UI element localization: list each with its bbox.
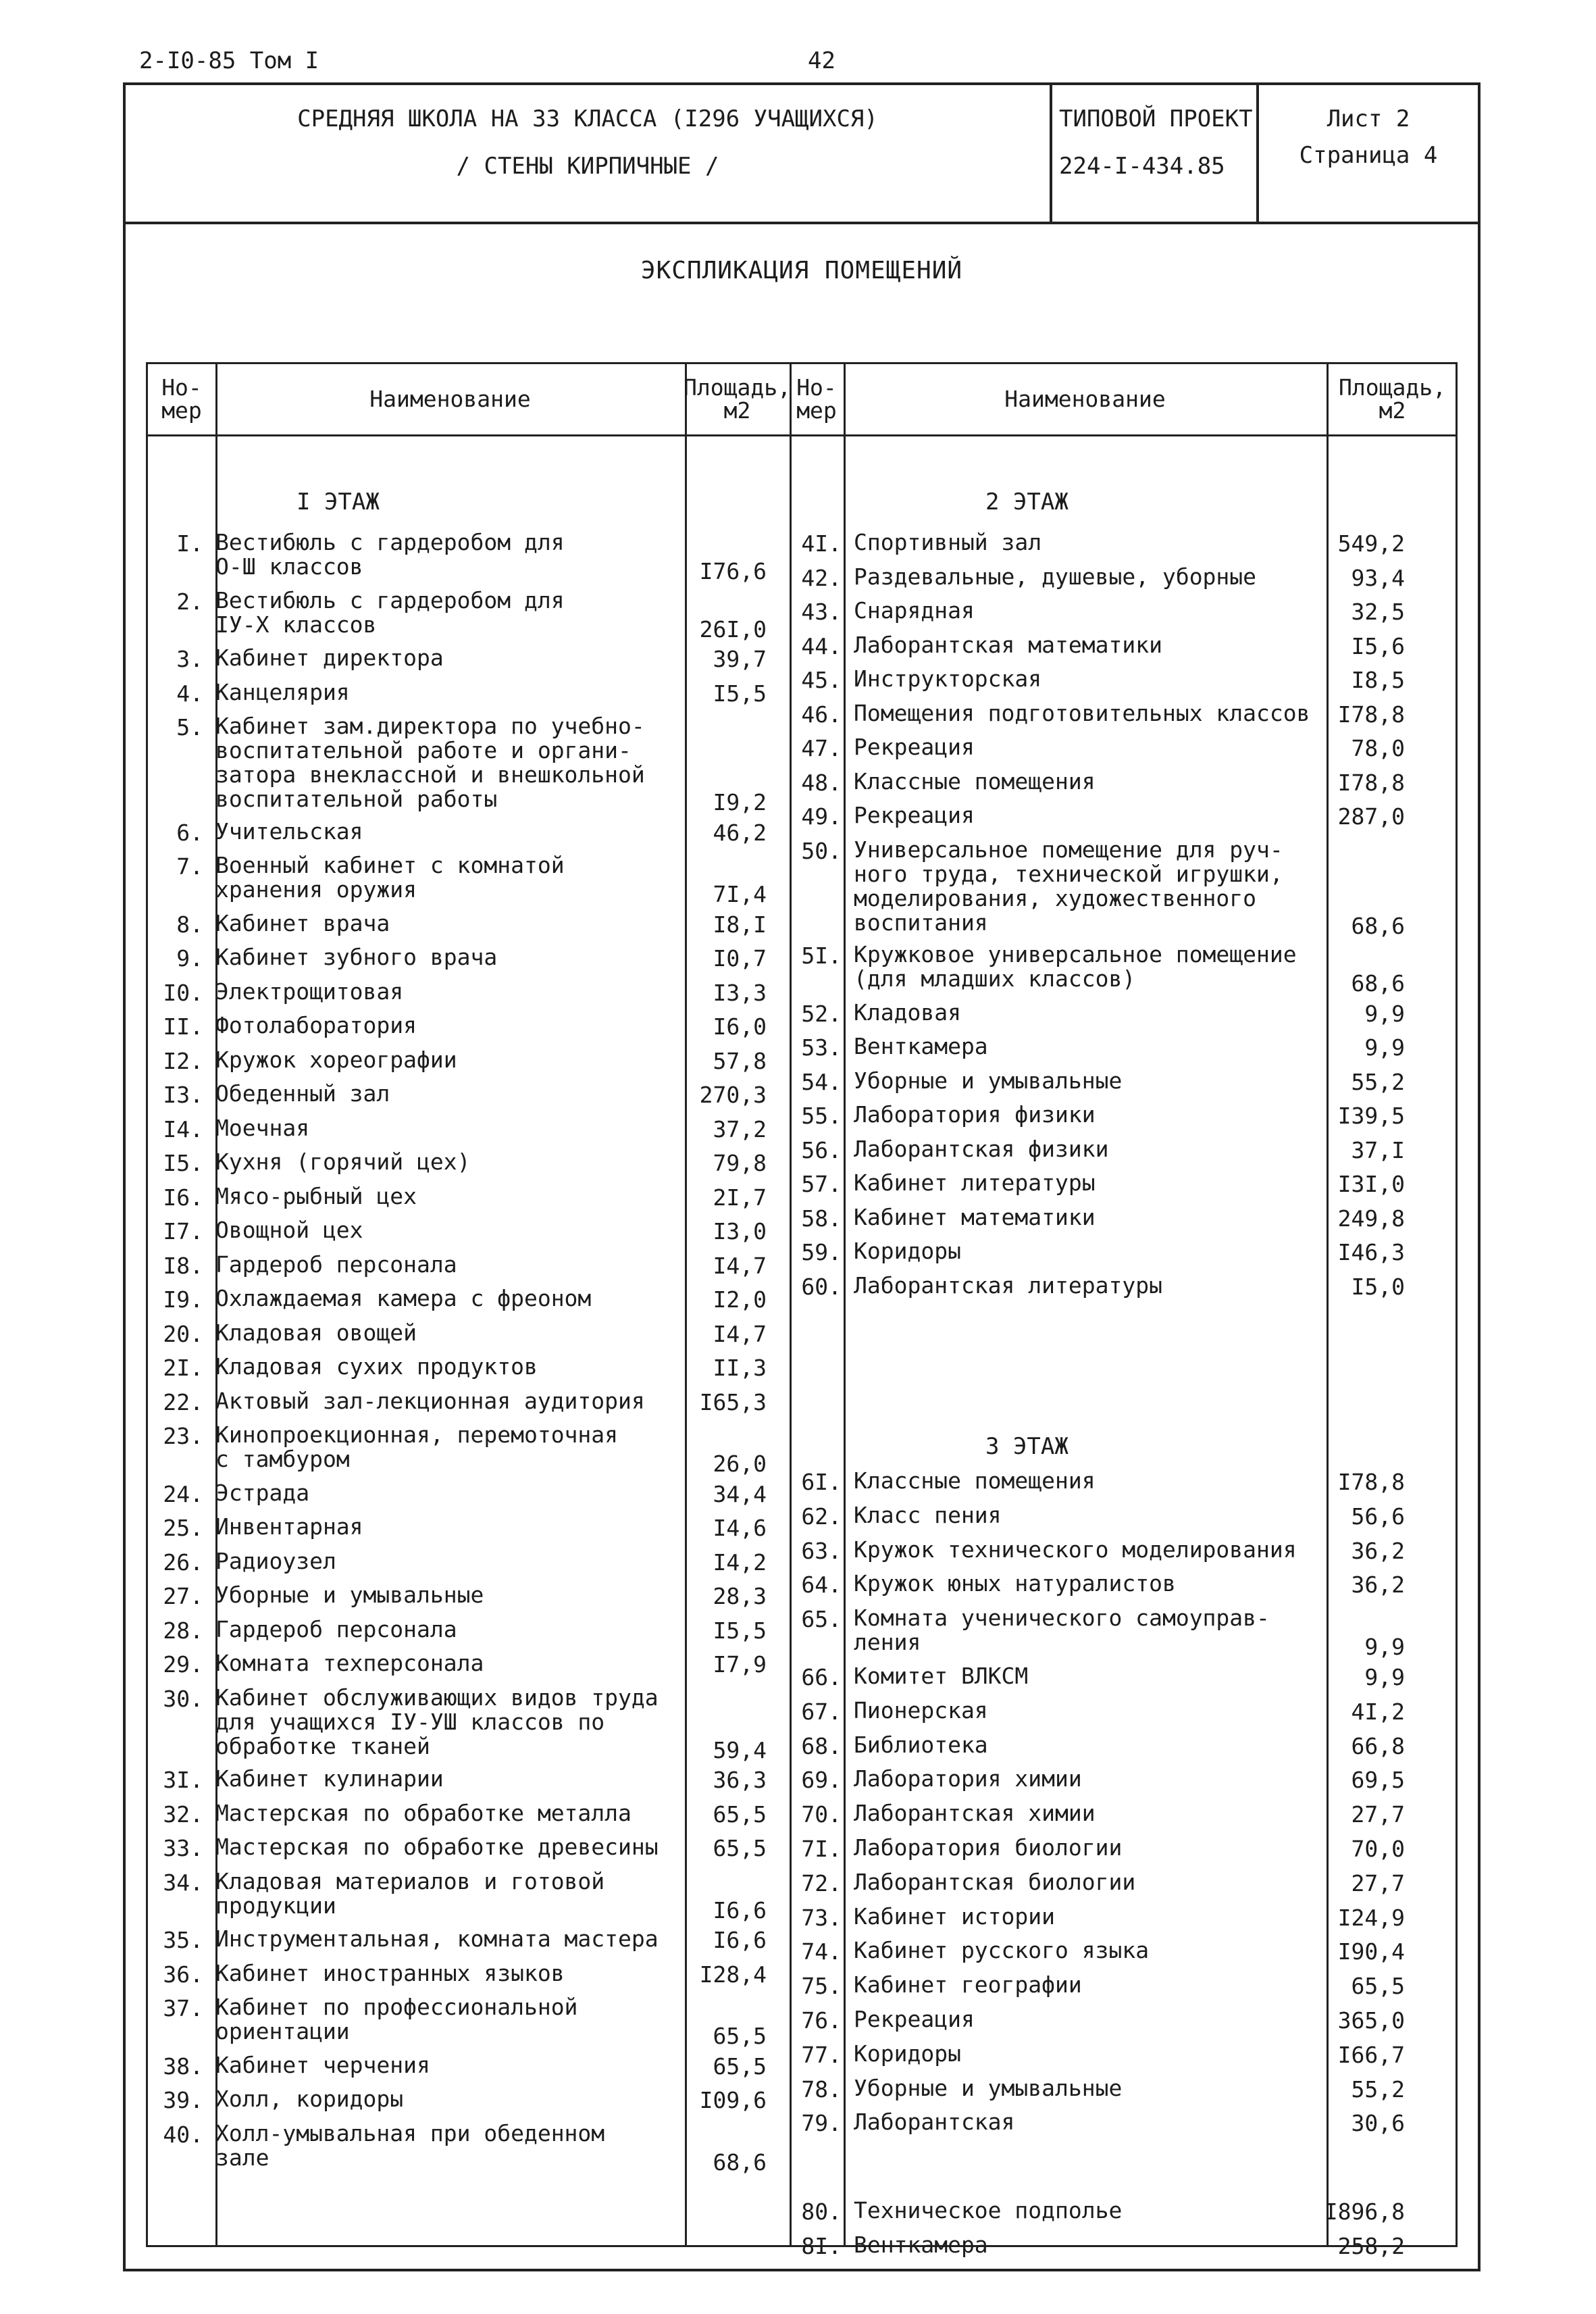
- room-area: I8,5: [1351, 667, 1405, 693]
- room-name: Моечная: [215, 1114, 310, 1141]
- drawing-frame: [123, 82, 1481, 2271]
- room-name: Кладовая: [854, 999, 961, 1026]
- room-number: 63.: [801, 1537, 842, 1564]
- room-area: I28,4: [699, 1961, 767, 1988]
- room-name: Лаборатория химии: [854, 1765, 1082, 1792]
- room-number: 58.: [801, 1205, 842, 1232]
- room-name: Рекреация: [854, 802, 975, 828]
- room-area: I6,0: [713, 1013, 767, 1040]
- room-name: Кабинет русского языка: [854, 1937, 1150, 1964]
- room-name: Обеденный зал: [215, 1080, 390, 1107]
- room-number: 54.: [801, 1068, 842, 1095]
- room-number: 66.: [801, 1664, 842, 1690]
- room-name: Инструкторская: [854, 665, 1042, 692]
- room-area: 56,6: [1351, 1503, 1405, 1530]
- room-area: 55,2: [1351, 2076, 1405, 2103]
- room-name: Кружок юных натуралистов: [854, 1570, 1176, 1597]
- room-number: 48.: [801, 769, 842, 796]
- room-area: I5,5: [713, 680, 767, 707]
- room-number: 25.: [163, 1515, 203, 1541]
- room-name: Лаборантская: [854, 2109, 1015, 2136]
- room-number: 56.: [801, 1136, 842, 1163]
- room-number: 77.: [801, 2041, 842, 2068]
- room-area: 65,5: [713, 2023, 767, 2049]
- room-name: Лаборантская литературы: [854, 1272, 1162, 1299]
- room-number: I2.: [163, 1047, 203, 1074]
- room-name: Лаборантская химии: [854, 1800, 1096, 1827]
- room-name: Раздевальные, душевые, уборные: [854, 563, 1257, 590]
- room-name: Кружковое универсальное помещение (для младших классов): [854, 941, 1297, 992]
- room-name: Радиоузел: [215, 1547, 336, 1574]
- sheet-page: Страница 4: [1299, 142, 1438, 169]
- room-name: Лаборантская физики: [854, 1135, 1109, 1162]
- header-area-left: Площадь, м2: [684, 374, 791, 424]
- room-name: Спортивный зал: [854, 529, 1042, 555]
- room-area: 549,2: [1337, 530, 1405, 557]
- room-number: 64.: [801, 1571, 842, 1599]
- room-area: I4,2: [713, 1549, 767, 1576]
- room-number: 62.: [801, 1503, 842, 1530]
- room-area: I3,3: [713, 979, 767, 1006]
- header-number-left: Но- мер: [161, 374, 202, 424]
- room-number: 6I.: [801, 1469, 842, 1495]
- room-name: Венткамера: [854, 1033, 988, 1059]
- room-area: I6,6: [713, 1896, 767, 1923]
- room-number: 30.: [163, 1685, 203, 1712]
- room-name: Помещения подготовительных классов: [854, 699, 1310, 726]
- header-name-left: Наименование: [369, 386, 531, 412]
- room-area: I4,6: [713, 1515, 767, 1541]
- room-number: 75.: [801, 1973, 842, 2000]
- room-area: I3I,0: [1337, 1171, 1405, 1197]
- room-name: Классные помещения: [854, 1467, 1096, 1494]
- room-number: 9.: [176, 945, 203, 972]
- room-area: 69,5: [1351, 1767, 1405, 1794]
- room-name: Пионерская: [854, 1696, 988, 1724]
- room-number: 29.: [163, 1651, 203, 1678]
- room-number: 20.: [163, 1320, 203, 1347]
- room-number: I9.: [163, 1286, 203, 1313]
- room-name: Кабинет по профессиональной ориентации: [215, 1994, 578, 2044]
- room-area: I76,6: [699, 558, 767, 584]
- room-area: 65,5: [713, 1835, 767, 1861]
- room-number: 38.: [163, 2053, 203, 2080]
- room-name: Кабинет кулинарии: [215, 1765, 444, 1792]
- room-name: Лаборантская математики: [854, 631, 1162, 658]
- room-number: 65.: [801, 1606, 842, 1633]
- room-area: 37,I: [1351, 1136, 1405, 1163]
- room-area: 27,7: [1351, 1801, 1405, 1828]
- room-name: Венткамера: [854, 2231, 988, 2258]
- room-number: 55.: [801, 1103, 842, 1129]
- room-area: 68,6: [1351, 970, 1405, 997]
- room-number: 23.: [163, 1423, 203, 1449]
- title-block-sheet: [1259, 85, 1478, 222]
- room-area: 66,8: [1351, 1732, 1405, 1759]
- room-area: 37,2: [713, 1115, 767, 1142]
- room-number: 26.: [163, 1549, 203, 1576]
- room-number: 28.: [163, 1617, 203, 1644]
- room-number: 7.: [176, 853, 203, 880]
- room-area: 270,3: [699, 1082, 767, 1108]
- room-name: Комната техперсонала: [215, 1650, 484, 1676]
- room-area: 36,3: [713, 1767, 767, 1793]
- room-number: II.: [163, 1013, 203, 1040]
- room-number: I4.: [163, 1115, 203, 1142]
- room-name: Инструментальная, комната мастера: [215, 1926, 659, 1952]
- room-area: 70,0: [1351, 1836, 1405, 1862]
- room-name: Кабинет обслуживающих видов труда для учащихся IУ-УШ классов по обработке тканей: [215, 1684, 659, 1759]
- room-number: 47.: [801, 735, 842, 761]
- room-area: 258,2: [1337, 2232, 1405, 2259]
- room-name: Уборные и умывальные: [215, 1582, 484, 1608]
- room-name: Военный кабинет с комнатой хранения оружия: [215, 852, 565, 903]
- room-name: Универсальное помещение для руч- ного труда, технической игрушки, моделирования, художественного воспитания: [854, 836, 1283, 936]
- room-area: 65,5: [1351, 1973, 1405, 2000]
- room-area: I3,0: [713, 1218, 767, 1244]
- room-number: 45.: [801, 667, 842, 693]
- room-number: 42.: [801, 564, 842, 591]
- room-area: 68,6: [1351, 912, 1405, 939]
- room-area: I4,7: [713, 1252, 767, 1279]
- room-area: I65,3: [699, 1388, 767, 1415]
- room-number: 74.: [801, 1938, 842, 1965]
- room-number: 5I.: [801, 942, 842, 969]
- room-number: 53.: [801, 1034, 842, 1061]
- room-number: 40.: [163, 2121, 203, 2148]
- room-area: I66,7: [1337, 2041, 1405, 2068]
- floor-heading-3: 3 ЭТАЖ: [985, 1433, 1069, 1460]
- room-number: I0.: [163, 979, 203, 1006]
- project-number: 224-I-434.85: [1059, 153, 1225, 180]
- room-area: 249,8: [1337, 1205, 1405, 1232]
- room-area: 9,9: [1364, 1034, 1405, 1061]
- room-number: 50.: [801, 837, 842, 864]
- room-area: 7I,4: [713, 881, 767, 907]
- room-name: Комитет ВЛКСМ: [854, 1663, 1029, 1689]
- room-area: 59,4: [713, 1736, 767, 1763]
- room-area: 46,2: [713, 819, 767, 846]
- room-name: Техническое подполье: [854, 2197, 1123, 2223]
- room-name: Вестибюль с гардеробом для IУ-Х классов: [215, 586, 565, 638]
- room-name: Рекреация: [854, 2006, 975, 2032]
- room-name: Коридоры: [854, 1238, 961, 1264]
- room-name: Уборные и умывальные: [854, 2074, 1123, 2101]
- room-area: II,3: [713, 1355, 767, 1381]
- room-number: 67.: [801, 1698, 842, 1725]
- room-number: 4.: [176, 680, 203, 707]
- room-area: I4,7: [713, 1320, 767, 1347]
- room-name: Кухня (горячий цех): [215, 1149, 471, 1175]
- room-name: Рекреация: [854, 734, 975, 760]
- header-rule: [148, 434, 1456, 436]
- room-area: 27,7: [1351, 1869, 1405, 1896]
- room-name: Кабинет врача: [215, 909, 390, 936]
- room-name: Кладовая овощей: [215, 1319, 417, 1346]
- room-area: 93,4: [1351, 564, 1405, 591]
- document-code: 2-I0-85 Том I: [139, 47, 319, 74]
- room-name: Кабинет географии: [854, 1971, 1082, 1998]
- room-name: Овощной цех: [215, 1217, 363, 1243]
- room-area: 9,9: [1364, 1634, 1405, 1661]
- room-number: 60.: [801, 1273, 842, 1300]
- room-number: 2.: [176, 588, 203, 615]
- room-number: 57.: [801, 1171, 842, 1197]
- room-area: 55,2: [1351, 1068, 1405, 1095]
- room-name: Кабинет литературы: [854, 1169, 1096, 1196]
- room-area: 68,6: [713, 2148, 767, 2175]
- title-block-name: [126, 85, 1052, 222]
- room-name: Кладовая материалов и готовой продукции: [215, 1867, 605, 1919]
- room-area: 26,0: [713, 1451, 767, 1477]
- room-area: 9,9: [1364, 1000, 1405, 1027]
- room-number: 35.: [163, 1927, 203, 1953]
- room-name: Кабинет зубного врача: [215, 944, 498, 970]
- header-name-right: Наименование: [1004, 386, 1166, 412]
- room-area: 36,2: [1351, 1537, 1405, 1564]
- room-number: 36.: [163, 1961, 203, 1988]
- room-area: 39,7: [713, 646, 767, 672]
- room-number: 24.: [163, 1480, 203, 1507]
- room-name: Классные помещения: [854, 768, 1096, 795]
- room-name: Уборные и умывальные: [854, 1067, 1123, 1094]
- room-number: 59.: [801, 1239, 842, 1265]
- room-area: 4I,2: [1351, 1698, 1405, 1725]
- room-name: Гардероб персонала: [215, 1615, 457, 1642]
- room-number: 44.: [801, 632, 842, 659]
- room-name: Вестибюль с гардеробом для О-Ш классов: [215, 529, 565, 580]
- room-number: 32.: [163, 1801, 203, 1828]
- room-name: Кладовая сухих продуктов: [215, 1353, 538, 1380]
- room-name: Гардероб персонала: [215, 1251, 457, 1278]
- room-name: Кабинет директора: [215, 645, 444, 671]
- room-area: 30,6: [1351, 2110, 1405, 2137]
- room-number: 5.: [176, 714, 203, 740]
- room-name: Кабинет иностранных языков: [215, 1959, 565, 1986]
- room-number: 73.: [801, 1904, 842, 1931]
- title-block: [126, 85, 1478, 224]
- project-label: ТИПОВОЙ ПРОЕКТ: [1059, 105, 1253, 132]
- room-number: 8I.: [801, 2232, 842, 2259]
- room-area: I8,I: [713, 911, 767, 938]
- room-area: I9,2: [713, 789, 767, 815]
- room-name: Фотолаборатория: [215, 1012, 417, 1038]
- room-name: Охлаждаемая камера с фреоном: [215, 1285, 592, 1311]
- room-number: 22.: [163, 1388, 203, 1415]
- room-area: I39,5: [1337, 1103, 1405, 1129]
- room-name: Кабинет черчения: [215, 2051, 430, 2078]
- room-area: I5,6: [1351, 632, 1405, 659]
- room-area: 78,0: [1351, 735, 1405, 761]
- room-area: I09,6: [699, 2087, 767, 2113]
- rooms-table: [146, 362, 1458, 2259]
- project-title: СРЕДНЯЯ ШКОЛА НА 33 КЛАССА (I296 УЧАЩИХСЯ): [297, 105, 878, 132]
- header-area-right: Площадь, м2: [1339, 374, 1446, 424]
- room-area: I46,3: [1337, 1239, 1405, 1265]
- room-area: 57,8: [713, 1047, 767, 1074]
- page-number: 42: [808, 47, 835, 74]
- room-number: 76.: [801, 2007, 842, 2034]
- room-name: Эстрада: [215, 1479, 310, 1506]
- room-name: Лаборатория физики: [854, 1101, 1096, 1128]
- document-header: [139, 47, 1463, 78]
- room-area: I2,0: [713, 1286, 767, 1313]
- room-number: 34.: [163, 1869, 203, 1896]
- room-name: Лаборатория биологии: [854, 1834, 1123, 1861]
- room-name: Мастерская по обработке металла: [215, 1799, 632, 1826]
- room-name: Электрощитовая: [215, 978, 404, 1005]
- room-number: 4I.: [801, 530, 842, 557]
- room-number: 3I.: [163, 1767, 203, 1793]
- room-number: 27.: [163, 1583, 203, 1609]
- room-area: 36,2: [1351, 1571, 1405, 1599]
- room-name: Кинопроекционная, перемоточная с тамбуром: [215, 1422, 619, 1472]
- header-number-right: Но- мер: [796, 374, 837, 424]
- room-number: 69.: [801, 1767, 842, 1794]
- room-name: Холл-умывальная при обеденном зале: [215, 2119, 605, 2171]
- room-area: I24,9: [1337, 1904, 1405, 1931]
- room-number: 39.: [163, 2087, 203, 2113]
- room-name: Кабинет зам.директора по учебно- воспитательной работе и органи- затора внеклассной и внешкольной воспитательной работы: [215, 713, 645, 812]
- room-area: I6,6: [713, 1927, 767, 1953]
- room-area: 287,0: [1337, 803, 1405, 830]
- room-number: 49.: [801, 803, 842, 830]
- room-number: 68.: [801, 1732, 842, 1759]
- sheet-number: Лист 2: [1327, 105, 1410, 132]
- floor-heading-1: I ЭТАЖ: [297, 488, 380, 515]
- room-area: I5,0: [1351, 1273, 1405, 1300]
- room-name: Библиотека: [854, 1731, 988, 1758]
- room-number: 33.: [163, 1835, 203, 1861]
- room-name: Коридоры: [854, 2040, 961, 2067]
- room-number: 7I.: [801, 1836, 842, 1862]
- room-number: 6.: [176, 819, 203, 846]
- room-number: I3.: [163, 1082, 203, 1108]
- room-number: 37.: [163, 1995, 203, 2021]
- room-area: 26I,0: [699, 615, 767, 643]
- room-area: 79,8: [713, 1150, 767, 1176]
- room-number: 43.: [801, 599, 842, 625]
- room-name: Кабинет математики: [854, 1203, 1096, 1230]
- room-area: I7,9: [713, 1651, 767, 1678]
- room-name: Комната ученического самоуправ- ления: [854, 1605, 1270, 1656]
- room-name: Холл, коридоры: [215, 2086, 404, 2112]
- room-name: Мастерская по обработке древесины: [215, 1834, 659, 1860]
- room-number: 80.: [801, 2198, 842, 2225]
- room-name: Снарядная: [854, 597, 975, 624]
- room-area: I0,7: [713, 945, 767, 972]
- room-area: I5,5: [713, 1617, 767, 1644]
- room-name: Класс пения: [854, 1501, 1002, 1528]
- room-area: 365,0: [1337, 2007, 1405, 2034]
- room-name: Актовый зал-лекционная аудитория: [215, 1387, 645, 1414]
- room-area: 65,5: [713, 2053, 767, 2080]
- room-number: I8.: [163, 1252, 203, 1279]
- room-number: 46.: [801, 701, 842, 728]
- room-name: Кружок технического моделирования: [854, 1536, 1297, 1563]
- floor-heading-2: 2 ЭТАЖ: [985, 488, 1069, 515]
- room-area: 65,5: [713, 1801, 767, 1828]
- room-area: I90,4: [1337, 1938, 1405, 1965]
- room-area: I78,8: [1337, 701, 1405, 728]
- room-area: I78,8: [1337, 769, 1405, 796]
- room-number: 72.: [801, 1869, 842, 1896]
- table-rule: [844, 364, 846, 2245]
- room-name: Инвентарная: [215, 1513, 363, 1540]
- room-number: I.: [176, 530, 203, 557]
- section-title: ЭКСПЛИКАЦИЯ ПОМЕЩЕНИЙ: [640, 257, 963, 284]
- room-name: Лаборантская биологии: [854, 1868, 1136, 1895]
- room-area: 9,9: [1364, 1664, 1405, 1690]
- title-block-project: [1052, 85, 1259, 222]
- room-name: Учительская: [215, 818, 363, 845]
- room-number: 3.: [176, 646, 203, 672]
- room-number: 79.: [801, 2110, 842, 2137]
- room-area: I896,8: [1324, 2198, 1405, 2225]
- room-number: 52.: [801, 1000, 842, 1027]
- room-area: 28,3: [713, 1583, 767, 1609]
- room-number: 70.: [801, 1801, 842, 1828]
- room-area: 34,4: [713, 1480, 767, 1507]
- room-area: 2I,7: [713, 1184, 767, 1211]
- room-area: I78,8: [1337, 1469, 1405, 1495]
- project-subtitle: / СТЕНЫ КИРПИЧНЫЕ /: [456, 153, 719, 180]
- room-number: I6.: [163, 1184, 203, 1211]
- room-number: I7.: [163, 1218, 203, 1244]
- room-number: I5.: [163, 1150, 203, 1176]
- room-name: Мясо-рыбный цех: [215, 1182, 417, 1209]
- room-name: Кружок хореографии: [215, 1046, 457, 1073]
- room-name: Канцелярия: [215, 678, 350, 705]
- room-number: 78.: [801, 2076, 842, 2103]
- room-area: 32,5: [1351, 599, 1405, 625]
- room-number: 2I.: [163, 1355, 203, 1381]
- room-name: Кабинет истории: [854, 1903, 1056, 1930]
- room-number: 8.: [176, 911, 203, 938]
